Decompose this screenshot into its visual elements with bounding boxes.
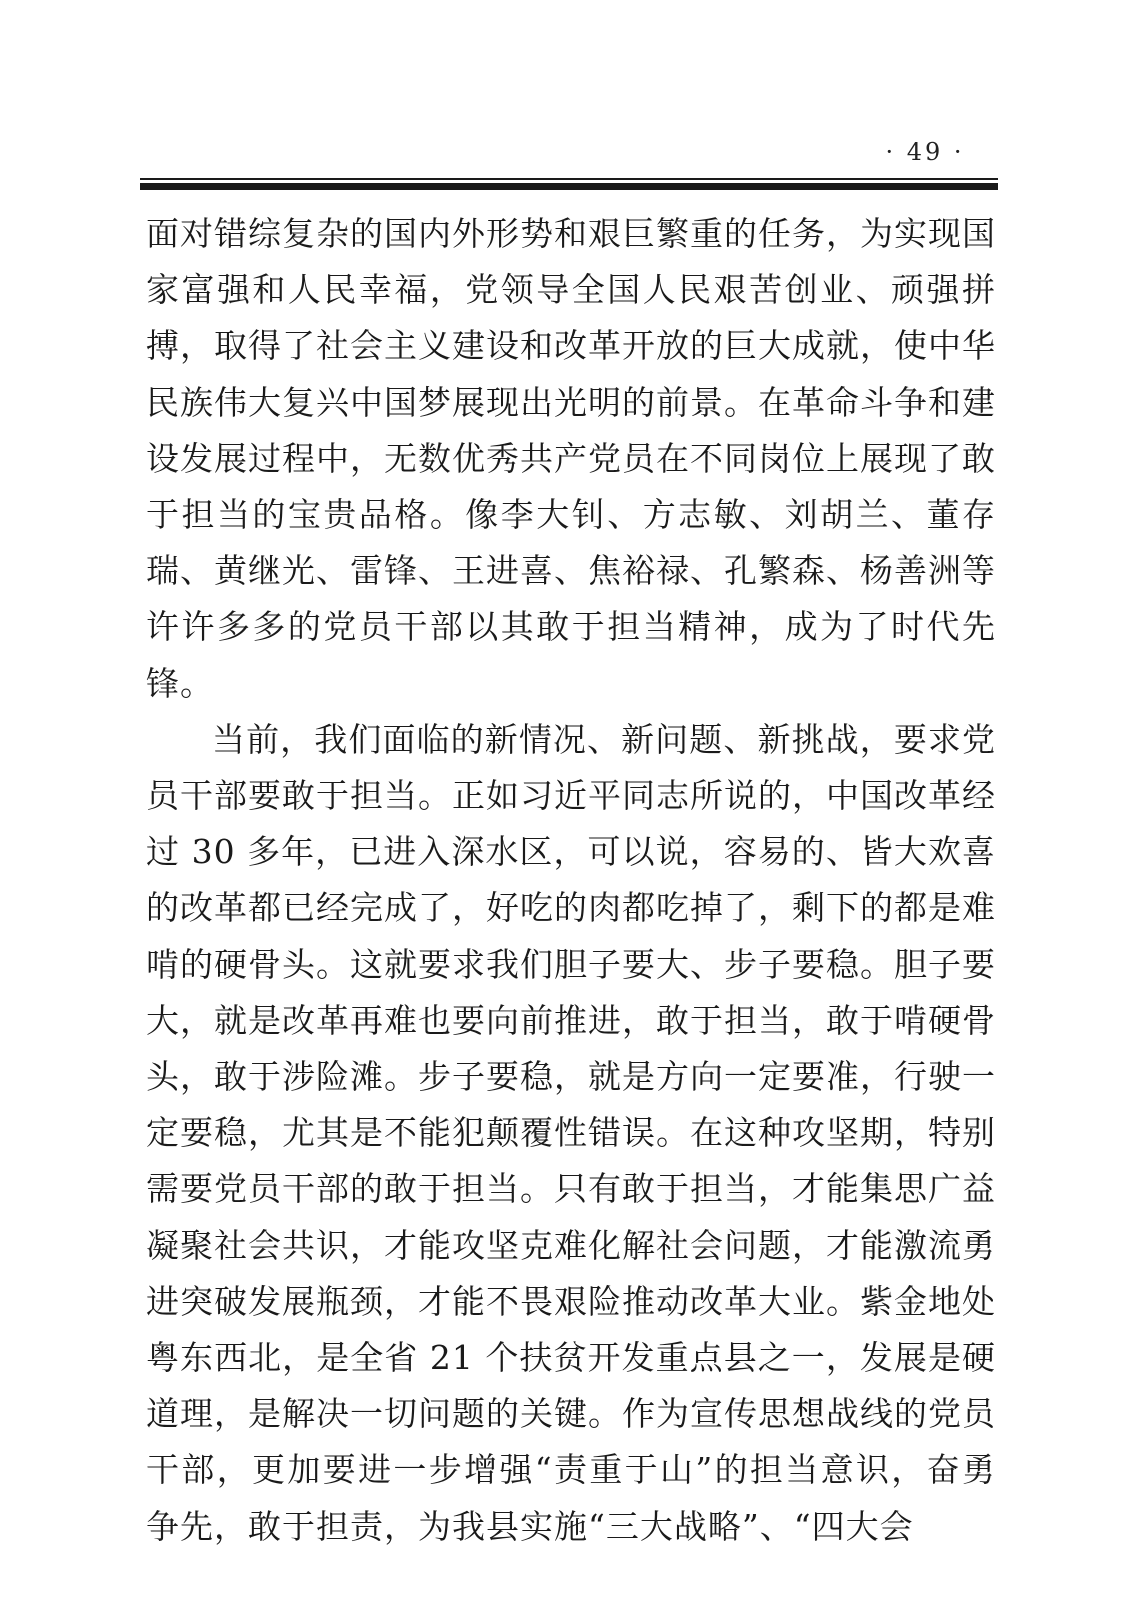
paragraph-2: 当前，我们面临的新情况、新问题、新挑战，要求党员干部要敢于担当。正如习近平同志所说的，中国改革经过 30 多年，已进入深水区，可以说，容易的、皆大欢喜的改革都已经完成了，好吃的肉都吃掉了，剩下的都是难啃的硬骨头。这就要求我们胆子要大、步子要稳。胆子要大，就是改革再难也要向前推进，敢于担当，敢于啃硬骨头，敢于涉险滩。步子要稳，就是方向一定要准，行驶一定要稳，尤其是不能犯颠覆性错误。在这种攻坚期，特别需要党员干部的敢于担当。只有敢于担当，才能集思广益凝聚社会共识，才能攻坚克难化解社会问题，才能激流勇进突破发展瓶颈，才能不畏艰险推动改革大业。紫金地处粤东西北，是全省 21 个扶贫开发重点县之一，发展是硬道理，是解决一切问题的关键。作为宣传思想战线的党员干部，更加要进一步增强“责重于山”的担当意识，奋勇争先，敢于担责，为我县实施“三大战略”、“四大会 [146,719,996,1546]
page-number: · 49 · [885,138,965,166]
body-text [146,206,996,1555]
header-rule-thin [140,178,998,180]
paragraph-1: 面对错综复杂的国内外形势和艰巨繁重的任务，为实现国家富强和人民幸福，党领导全国人民艰苦创业、顽强拼搏，取得了社会主义建设和改革开放的巨大成就，使中华民族伟大复兴中国梦展现出光明的前景。在革命斗争和建设发展过程中，无数优秀共产党员在不同岗位上展现了敢于担当的宝贵品格。像李大钊、方志敏、刘胡兰、董存瑞、黄继光、雷锋、王进喜、焦裕禄、孔繁森、杨善洲等许许多多的党员干部以其敢于担当精神，成为了时代先锋。 [146,214,996,703]
header-rule-thick [140,183,998,190]
